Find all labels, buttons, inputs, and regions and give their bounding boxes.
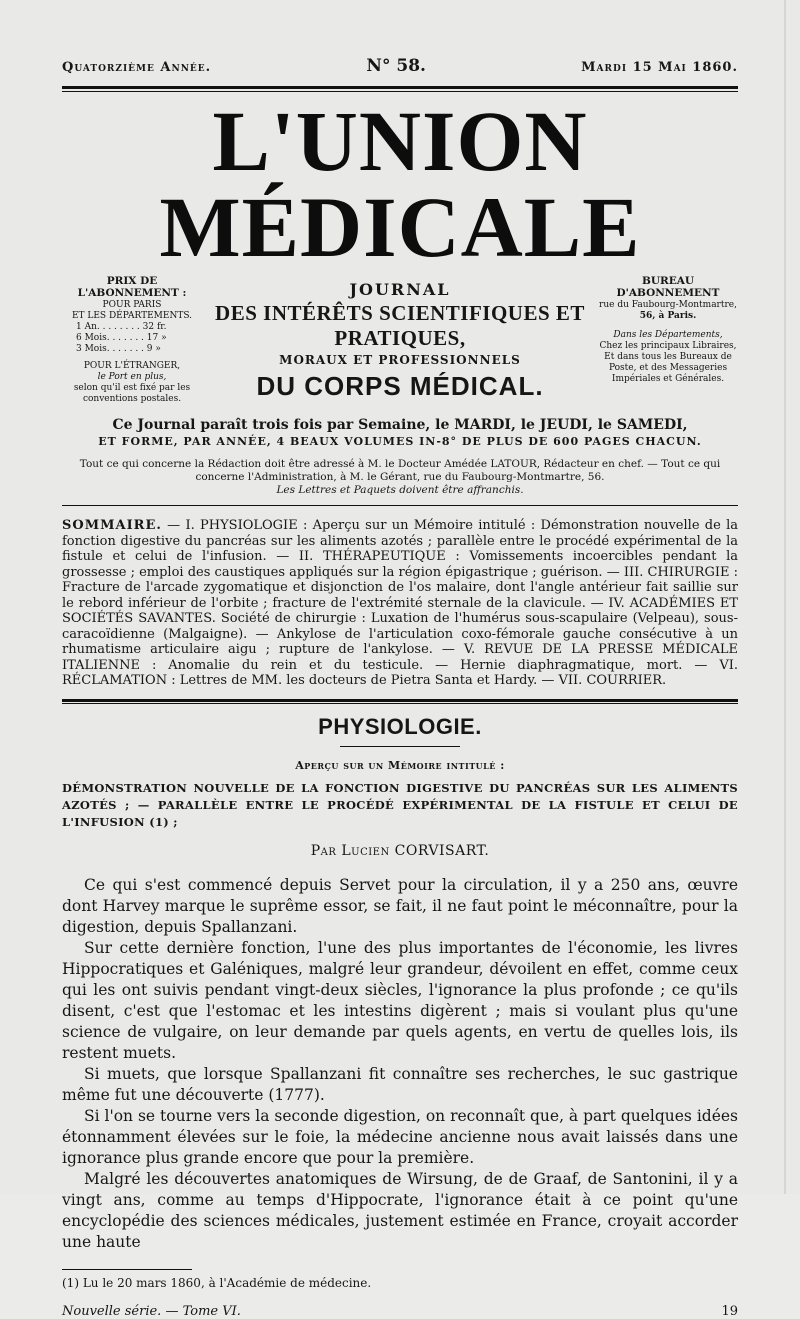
bureau-line3: Dans les Départements,: [613, 330, 723, 340]
bureau-box: [598, 276, 738, 405]
edition-label: Quatorzième Année.: [62, 60, 212, 75]
price-line: 1 An. . . . . . . . 32 fr.: [76, 322, 167, 332]
bureau-title: BUREAU D'ABONNEMENT: [616, 275, 720, 299]
subscription-line2: ET LES DÉPARTEMENTS.: [71, 311, 193, 321]
price-line: 3 Mois. . . . . . . 9 »: [76, 344, 161, 354]
publication-line2: ET FORME, PAR ANNÉE, 4 BEAUX VOLUMES IN-8° DE PLUS DE 600 PAGES CHACUN.: [98, 435, 702, 448]
section-title: PHYSIOLOGIE.: [318, 713, 482, 739]
article-paragraph: Sur cette dernière fonction, l'une des plus importantes de l'économie, les livres Hippocratiques et Galéniques, malgré leur grandeur, dévoilent en effet, comme ceux qui les ont suivis pendant vingt-deux siècles, l'ignorance la plus profonde ; ce qu'ils disent, c'est que l'estomac et les intestins digèrent ; mais si voulant plus qu'une science de vulgaire, on leur demande par quels agents, en vertu de quelles lois, ils restent muets.: [62, 938, 738, 1062]
bureau-line1: rue du Faubourg-Montmartre,: [599, 300, 737, 310]
foreign-line2: le Port en plus,: [97, 372, 167, 382]
page-number: 19: [721, 1303, 738, 1319]
notice-line1: Tout ce qui concerne la Rédaction doit être adressé à M. le Docteur Amédée LATOUR, Rédacteur en chef. — Tout ce qui: [79, 458, 721, 470]
bureau-line6: Poste, et des Messageries: [608, 363, 728, 373]
bureau-line4: Chez les principaux Libraires,: [599, 341, 737, 351]
issue-date: Mardi 15 Mai 1860.: [581, 60, 738, 75]
article-paragraph: Si l'on se tourne vers la seconde digestion, on reconnaît que, à part quelques idées étonnamment élevées sur le foie, la médecine ancienne nous avait laissés dans une ignorance plus grande encore que pour la première.: [62, 1106, 738, 1167]
section-short-rule: [340, 746, 460, 747]
journal-word: JOURNAL: [349, 280, 451, 299]
article-title: DÉMONSTRATION NOUVELLE DE LA FONCTION DIGESTIVE DU PANCRÉAS SUR LES ALIMENTS AZOTÉS ; — PARALLÈLE ENTRE LE PROCÉDÉ EXPÉRIMENTAL DE LA FISTULE ET CELUI DE L'INFUSION (1) ;: [62, 780, 738, 829]
fold-shadow: [784, 0, 786, 1194]
section-rule: [62, 699, 738, 704]
summary: [62, 518, 738, 689]
corps-medical-line: DU CORPS MÉDICAL.: [256, 371, 544, 401]
foreign-line1: POUR L'ÉTRANGER,: [83, 361, 181, 371]
notice-line2: concerne l'Administration, à M. le Gérant, rue du Faubourg-Montmartre, 56.: [195, 471, 605, 483]
masthead-columns: [62, 276, 738, 405]
article-paragraph: Si muets, que lorsque Spallanzani fit connaître ses recherches, le suc gastrique même fut une découverte (1777).: [62, 1064, 738, 1104]
foreign-line3: selon qu'il est fixé par les: [73, 383, 191, 393]
foreign-line4: conventions postales.: [82, 394, 182, 404]
subscription-title: PRIX DE L'ABONNEMENT :: [77, 275, 187, 299]
notice-line3: Les Lettres et Paquets doivent être affranchis.: [276, 484, 524, 496]
article-kicker: Aperçu sur un Mémoire intitulé :: [295, 758, 505, 772]
summary-text: — I. PHYSIOLOGIE : Aperçu sur un Mémoire intitulé : Démonstration nouvelle de la fonction digestive du pancréas sur les aliments azotés ; parallèle entre le procédé expérimental de la fistule et celui de l'infusion. — II. THÉRAPEUTIQUE : Vomissements incoercibles pendant la grossesse ; emploi des caustiques appliqués sur la région épigastrique ; guérison. — III. CHIRURGIE : Fracture de l'arcade zygomatique et disjonction de l'os malaire, dont l'angle antérieur fait saillie sur le rebord inférieur de l'orbite ; fracture de l'extrémité sternale de la clavicule. — IV. ACADÉMIES ET SOCIÉTÉS SAVANTES. Société de chirurgie : Luxation de l'humérus sous-scapulaire (Velpeau), sous-caracoïdienne (Malgaigne). — Ankylose de l'articulation coxo-fémorale gauche consécutive à un rhumatisme articulaire aigu ; rupture de l'ankylose. — V. REVUE DE LA PRESSE MÉDICALE ITALIENNE : Anomalie du rein et du testicule. — Hernie diaphragmatique, mort. — VI. RÉCLAMATION : Lettres de MM. les docteurs de Pietra Santa et Hardy. — VII. COURRIER.: [62, 518, 738, 688]
subscription-line1: POUR PARIS: [102, 300, 162, 310]
subscription-box: [62, 276, 202, 405]
footnote-rule: [62, 1269, 192, 1270]
page-footer: [62, 1304, 738, 1319]
header-rule: [62, 86, 738, 92]
publication-line1: Ce Journal paraît trois fois par Semaine, le MARDI, le JEUDI, le SAMEDI,: [112, 417, 688, 433]
notice-rule: [62, 505, 738, 506]
summary-lead: SOMMAIRE.: [62, 518, 162, 533]
moraux-line: MORAUX ET PROFESSIONNELS: [279, 353, 521, 367]
article-byline: Par Lucien CORVISART.: [310, 842, 490, 859]
bureau-line5: Et dans tous les Bureaux de: [604, 352, 732, 362]
masthead-title: L'UNION MÉDICALE: [159, 93, 641, 275]
article-paragraph: Ce qui s'est commencé depuis Servet pour la circulation, il y a 250 ans, œuvre dont Harvey marque le suprême essor, se fait, il ne faut point le méconnaître, pour la digestion, depuis Spallanzani.: [62, 875, 738, 936]
bureau-line7: Impériales et Générales.: [611, 374, 725, 384]
price-line: 6 Mois. . . . . . . 17 »: [76, 333, 167, 343]
article-paragraph: Malgré les découvertes anatomiques de Wirsung, de de Graaf, de Santonini, il y a vingt ans, comme au temps d'Hippocrate, l'ignorance était à ce point qu'une encyclopédie des sciences médicales, justement estimée en France, croyait accorder une haute: [62, 1169, 738, 1251]
journal-subtitle: [202, 276, 598, 405]
top-line: [62, 56, 738, 76]
footnote: (1) Lu le 20 mars 1860, à l'Académie de médecine.: [62, 1275, 372, 1290]
editorial-notice: [62, 458, 738, 497]
bureau-line2: 56, à Paris.: [639, 311, 697, 321]
article-body: [62, 875, 738, 1253]
issue-number: N° 58.: [366, 56, 426, 76]
series-label: Nouvelle série. — Tome VI.: [62, 1303, 241, 1319]
interets-line: DES INTÉRÊTS SCIENTIFIQUES ET PRATIQUES,: [215, 301, 585, 350]
